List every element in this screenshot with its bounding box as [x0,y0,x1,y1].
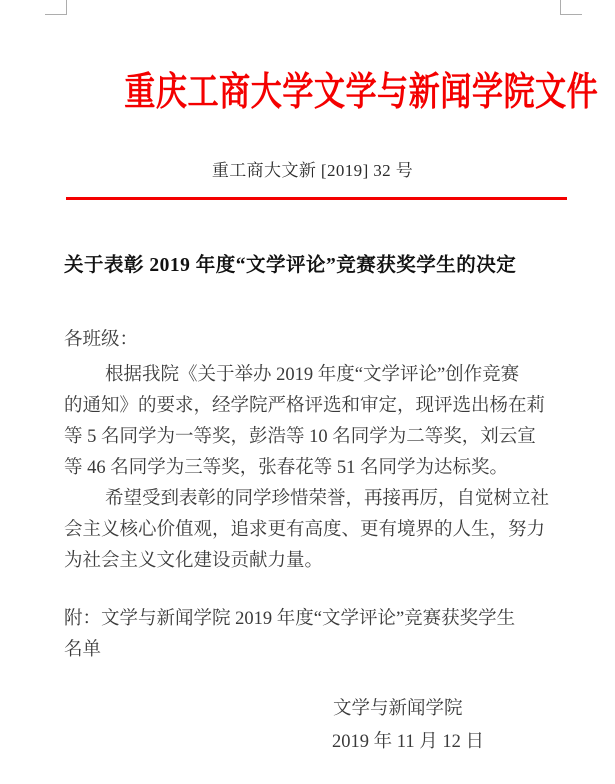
paragraph-line: 等 46 名同学为三等奖，张春花等 51 名同学为达标奖。 [64,458,509,478]
paragraph-1 [64,360,569,484]
paragraph-2 [64,484,569,577]
org-title: 重庆工商大学文学与新闻学院文件 [124,71,599,114]
attachment-note [64,604,569,666]
signature-date: 2019 年 11 月 12 日 [332,732,484,752]
page-margin-mark-top-left [45,0,67,15]
greeting: 各班级： [64,330,139,350]
doc-number: 重工商大文新 [2019] 32 号 [211,161,414,180]
page-margin-mark-top-right [560,0,582,15]
greeting-block [64,325,569,356]
paragraph-line: 等 5 名同学为一等奖，彭浩等 10 名同学为二等奖，刘云宣 [64,427,536,447]
letterhead [65,70,599,116]
paragraph-line: 会主义核心价值观，追求更有高度、更有境界的人生，努力 [64,520,546,540]
signature-org: 文学与新闻学院 [333,699,463,719]
paragraph-line: 希望受到表彰的同学珍惜荣誉，再接再厉，自觉树立社 [105,489,550,509]
attachment-line: 名单 [64,640,102,660]
paragraph-line: 为社会主义文化建设贡献力量。 [64,551,324,571]
red-divider-line [66,197,567,200]
attachment-line: 附：文学与新闻学院 2019 年度“文学评论”竞赛获奖学生 [64,609,516,629]
paragraph-line: 的通知》的要求，经学院严格评选和审定，现评选出杨在莉 [64,396,546,416]
paragraph-line: 根据我院《关于举办 2019 年度“文学评论”创作竞赛 [105,365,520,385]
doc-title: 关于表彰 2019 年度“文学评论”竞赛获奖学生的决定 [64,255,517,276]
